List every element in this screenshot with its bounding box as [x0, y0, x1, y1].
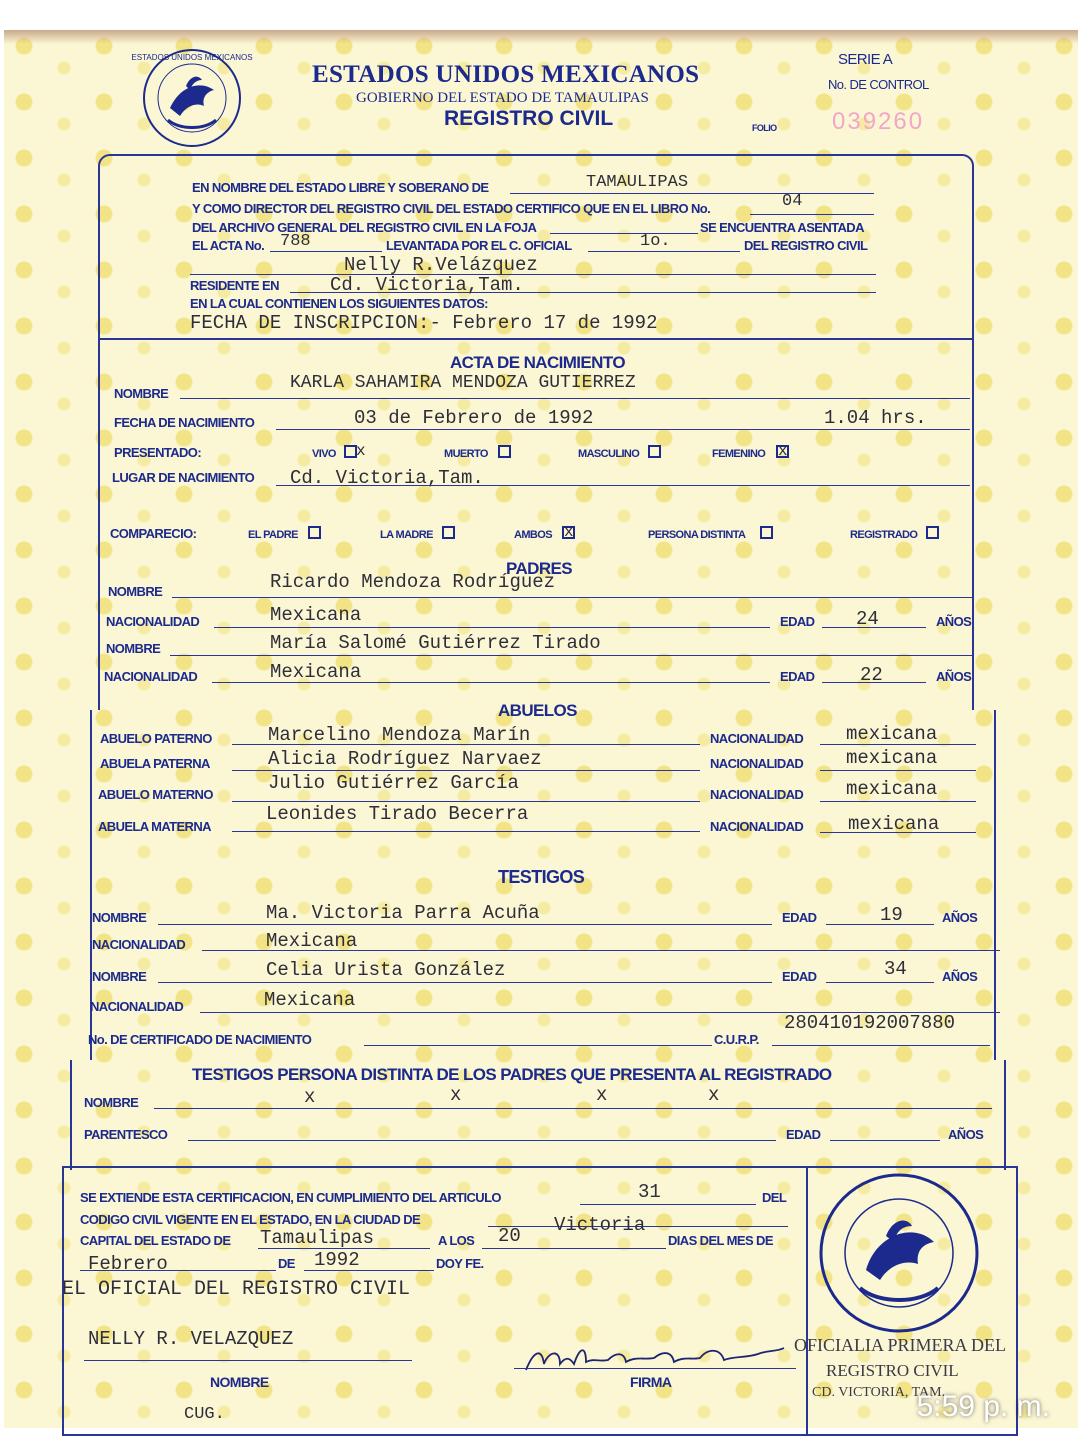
father-age-value: 24 — [856, 608, 879, 630]
w1-name-line — [158, 924, 772, 925]
officer-title: EL OFICIAL DEL REGISTRO CIVIL — [62, 1278, 411, 1301]
serie-label: SERIE A — [838, 51, 893, 68]
curp-label: C.U.R.P. — [714, 1032, 759, 1047]
ambos-mark: x — [564, 523, 574, 541]
w2-nat-value: Mexicana — [264, 989, 356, 1011]
bm-label: ABUELA MATERNA — [98, 819, 211, 834]
coat-of-arms-emblem — [131, 46, 253, 150]
appeared-label: COMPARECIO: — [110, 526, 197, 541]
other-age-label: EDAD — [786, 1127, 821, 1142]
official-value: 1o. — [640, 232, 671, 251]
father-nat-line — [214, 627, 770, 628]
grandparents-title: ABUELOS — [498, 701, 577, 720]
padre-label: EL PADRE — [248, 529, 298, 541]
presented-label: PRESENTADO: — [114, 445, 202, 460]
screenshot-timestamp: 5:59 p. m. — [916, 1390, 1050, 1423]
am-nat-line — [820, 801, 976, 802]
w2-years-label: AÑOS — [942, 969, 978, 984]
closing-name-label: NOMBRE — [210, 1374, 269, 1390]
mother-name-value: María Salomé Gutiérrez Tirado — [270, 632, 601, 654]
data-label: EN LA CUAL CONTIENEN LOS SIGUIENTES DATOS: — [190, 296, 488, 311]
w2-name-value: Celia Urista González — [266, 959, 506, 981]
closing-line2: CODIGO CIVIL VIGENTE EN EL ESTADO, EN LA CIUDAD DE — [80, 1212, 421, 1227]
bp-nat-line — [820, 770, 976, 771]
acta-title: ACTA DE NACIMIENTO — [450, 353, 625, 372]
bm-nat-line — [820, 832, 976, 833]
bp-name: Alicia Rodríguez Narvaez — [268, 748, 542, 770]
birth-date-label: FECHA DE NACIMIENTO — [114, 415, 255, 430]
closing-name-line — [84, 1360, 412, 1361]
father-age-line — [822, 627, 926, 628]
am-nat: mexicana — [846, 778, 938, 800]
child-name-line — [180, 398, 970, 399]
other-name-label: NOMBRE — [84, 1095, 139, 1110]
am-nat-label: NACIONALIDAD — [710, 787, 804, 802]
state-value: TAMAULIPAS — [586, 173, 689, 192]
birth-date-value: 03 de Febrero de 1992 — [354, 407, 594, 429]
ambos-label: AMBOS — [514, 529, 552, 541]
country-title: ESTADOS UNIDOS MEXICANOS — [312, 61, 700, 88]
svg-text:ESTADOS UNIDOS MEXICANOS: ESTADOS UNIDOS MEXICANOS — [131, 53, 253, 62]
stamp-line1: OFICIALIA PRIMERA DEL — [794, 1335, 1007, 1355]
relation-line — [188, 1140, 776, 1141]
madre-label: LA MADRE — [380, 529, 433, 541]
mother-age-value: 22 — [860, 664, 883, 686]
w1-years-label: AÑOS — [942, 910, 978, 925]
article-line — [580, 1204, 756, 1205]
ap-name: Marcelino Mendoza Marín — [268, 724, 531, 746]
parents-title: PADRES — [506, 559, 572, 578]
stamp-line2: REGISTRO CIVIL — [826, 1361, 959, 1380]
bm-nat-label: NACIONALIDAD — [710, 819, 804, 834]
w1-age-value: 19 — [880, 904, 903, 926]
birth-place-line — [276, 485, 970, 486]
femenino-mark: x — [778, 442, 788, 460]
ap-nat: mexicana — [846, 723, 938, 745]
ap-line — [232, 744, 700, 745]
other-years-label: AÑOS — [948, 1127, 984, 1142]
other-name-line — [154, 1108, 992, 1109]
father-years-label: AÑOS — [936, 614, 972, 629]
acta-line — [270, 251, 382, 252]
w2-age-value: 34 — [884, 958, 907, 980]
bp-nat-label: NACIONALIDAD — [710, 756, 804, 771]
article-value: 31 — [638, 1181, 661, 1203]
paper-edge — [4, 30, 1078, 44]
signature-mark — [520, 1330, 790, 1380]
w1-nat-label: NACIONALIDAD — [92, 937, 186, 952]
masculino-checkbox[interactable] — [648, 445, 661, 458]
other-mark-3: x — [596, 1084, 608, 1106]
day-value: 20 — [498, 1225, 521, 1247]
am-label: ABUELO MATERNO — [98, 787, 213, 802]
mother-nat-label: NACIONALIDAD — [104, 669, 198, 684]
other-mark-1: x — [304, 1086, 316, 1108]
am-line — [232, 801, 700, 802]
acta-label: EL ACTA No. — [192, 238, 265, 253]
birth-time-value: 1.04 hrs. — [824, 407, 927, 429]
control-number: 039260 — [832, 108, 925, 135]
initials: CUG. — [184, 1405, 225, 1424]
state-name: Tamaulipas — [260, 1227, 375, 1249]
w1-age-line — [826, 924, 934, 925]
bp-label: ABUELA PATERNA — [100, 756, 210, 771]
closing-doy-fe: DOY FE. — [436, 1256, 484, 1271]
witnesses-title: TESTIGOS — [498, 867, 585, 887]
vivo-label: VIVO — [312, 448, 336, 460]
curp-value: 280410192007880 — [784, 1012, 956, 1034]
control-label: No. DE CONTROL — [828, 77, 929, 92]
official-seal — [814, 1170, 984, 1336]
bm-line — [232, 831, 700, 832]
closing-del: DEL — [762, 1190, 787, 1205]
year-line — [304, 1270, 434, 1271]
bm-nat: mexicana — [848, 813, 940, 835]
w2-name-line — [158, 982, 772, 983]
registry-title: REGISTRO CIVIL — [444, 107, 614, 130]
resident-value: Cd. Victoria,Tam. — [330, 274, 524, 296]
ap-nat-line — [820, 744, 976, 745]
muerto-checkbox[interactable] — [498, 445, 511, 458]
official-label: LEVANTADA POR EL C. OFICIAL — [386, 238, 572, 253]
father-name-line — [172, 597, 972, 598]
certificate-paper — [4, 30, 1078, 1428]
acta-value: 788 — [280, 232, 311, 251]
persona-checkbox[interactable] — [760, 526, 773, 539]
ap-label: ABUELO PATERNO — [100, 731, 212, 746]
w1-nat-line — [202, 950, 1000, 951]
signature-label: FIRMA — [630, 1374, 672, 1390]
closing-alos: A LOS — [438, 1233, 475, 1248]
birth-place-value: Cd. Victoria,Tam. — [290, 467, 484, 489]
child-name-label: NOMBRE — [114, 386, 169, 401]
stamp-line3: CD. VICTORIA, TAM. — [812, 1385, 946, 1400]
closing-line3: CAPITAL DEL ESTADO DE — [80, 1233, 231, 1248]
signature-line — [514, 1368, 796, 1369]
registry-label: DEL REGISTRO CIVIL — [744, 238, 868, 253]
madre-checkbox[interactable] — [442, 526, 455, 539]
bm-name: Leonides Tirado Becerra — [266, 803, 529, 825]
other-age-line — [830, 1140, 940, 1141]
masculino-label: MASCULINO — [578, 448, 640, 460]
state-line — [510, 193, 874, 194]
w1-age-label: EDAD — [782, 910, 817, 925]
cert-label: No. DE CERTIFICADO DE NACIMIENTO — [88, 1032, 312, 1047]
government-title: GOBIERNO DEL ESTADO DE TAMAULIPAS — [356, 90, 649, 106]
official-line — [588, 251, 740, 252]
closing-days-label: DIAS DEL MES DE — [668, 1233, 773, 1248]
closing-officer-name: NELLY R. VELAZQUEZ — [88, 1328, 294, 1350]
father-name-value: Ricardo Mendoza Rodríguez — [270, 571, 556, 593]
bp-nat: mexicana — [846, 747, 938, 769]
w1-name-label: NOMBRE — [92, 910, 147, 925]
registrado-label: REGISTRADO — [850, 529, 918, 541]
father-nat-label: NACIONALIDAD — [106, 614, 200, 629]
w2-age-line — [826, 982, 934, 983]
father-name-label: NOMBRE — [108, 584, 163, 599]
inscription-date: FECHA DE INSCRIPCION:- Febrero 17 de 1992 — [190, 312, 658, 334]
officer-name: Nelly R.Velázquez — [344, 254, 538, 276]
padre-checkbox[interactable] — [308, 526, 321, 539]
day-line — [482, 1248, 666, 1249]
book-label: Y COMO DIRECTOR DEL REGISTRO CIVIL DEL ESTADO CERTIFICO QUE EN EL LIBRO No. — [192, 201, 711, 216]
w2-age-label: EDAD — [782, 969, 817, 984]
mother-years-label: AÑOS — [936, 669, 972, 684]
w2-name-label: NOMBRE — [92, 969, 147, 984]
other-witnesses-title: TESTIGOS PERSONA DISTINTA DE LOS PADRES QUE PRESENTA AL REGISTRADO — [192, 1065, 832, 1084]
muerto-label: MUERTO — [444, 448, 488, 460]
relation-label: PARENTESCO — [84, 1127, 168, 1142]
w1-nat-value: Mexicana — [266, 930, 358, 952]
eagle-emblem-icon — [131, 46, 253, 150]
officer-line — [190, 274, 876, 275]
other-mark-2: x — [450, 1084, 462, 1106]
birth-date-line — [276, 429, 970, 430]
archive-line — [550, 233, 698, 234]
month-line — [80, 1270, 276, 1271]
archive-tail: SE ENCUENTRA ASENTADA — [700, 220, 864, 235]
mother-name-line — [170, 655, 972, 656]
year-value: 1992 — [314, 1249, 360, 1271]
registrado-checkbox[interactable] — [926, 526, 939, 539]
vivo-mark: x — [356, 442, 366, 460]
folio-label: FOLIO — [752, 123, 777, 133]
am-name: Julio Gutiérrez García — [268, 772, 519, 794]
resident-label: RESIDENTE EN — [190, 278, 279, 293]
w1-name-value: Ma. Victoria Parra Acuña — [266, 902, 540, 924]
archive-label: DEL ARCHIVO GENERAL DEL REGISTRO CIVIL EN LA FOJA — [192, 220, 537, 235]
seal-icon — [814, 1170, 984, 1336]
book-line — [750, 214, 874, 215]
bp-line — [232, 770, 700, 771]
book-value: 04 — [782, 192, 803, 211]
month-value: Febrero — [88, 1253, 168, 1275]
closing-line1: SE EXTIENDE ESTA CERTIFICACION, EN CUMPLIMIENTO DEL ARTICULO — [80, 1190, 501, 1205]
w2-nat-label: NACIONALIDAD — [90, 999, 184, 1014]
closing-de: DE — [278, 1256, 295, 1271]
other-mark-4: x — [708, 1084, 720, 1106]
mother-name-label: NOMBRE — [106, 641, 161, 656]
persona-label: PERSONA DISTINTA — [648, 529, 746, 541]
city-name: Victoria — [554, 1214, 646, 1236]
curp-line — [772, 1045, 990, 1046]
birth-place-label: LUGAR DE NACIMIENTO — [112, 470, 255, 485]
mother-age-line — [822, 682, 926, 683]
state-label: EN NOMBRE DEL ESTADO LIBRE Y SOBERANO DE — [192, 180, 489, 195]
femenino-label: FEMENINO — [712, 448, 766, 460]
mother-age-label: EDAD — [780, 669, 815, 684]
father-age-label: EDAD — [780, 614, 815, 629]
child-name-value: KARLA SAHAMIRA MENDOZA GUTIERREZ — [290, 373, 636, 393]
ap-nat-label: NACIONALIDAD — [710, 731, 804, 746]
mother-nat-value: Mexicana — [270, 661, 362, 683]
father-nat-value: Mexicana — [270, 604, 362, 626]
mother-nat-line — [212, 682, 770, 683]
cert-line — [364, 1045, 712, 1046]
